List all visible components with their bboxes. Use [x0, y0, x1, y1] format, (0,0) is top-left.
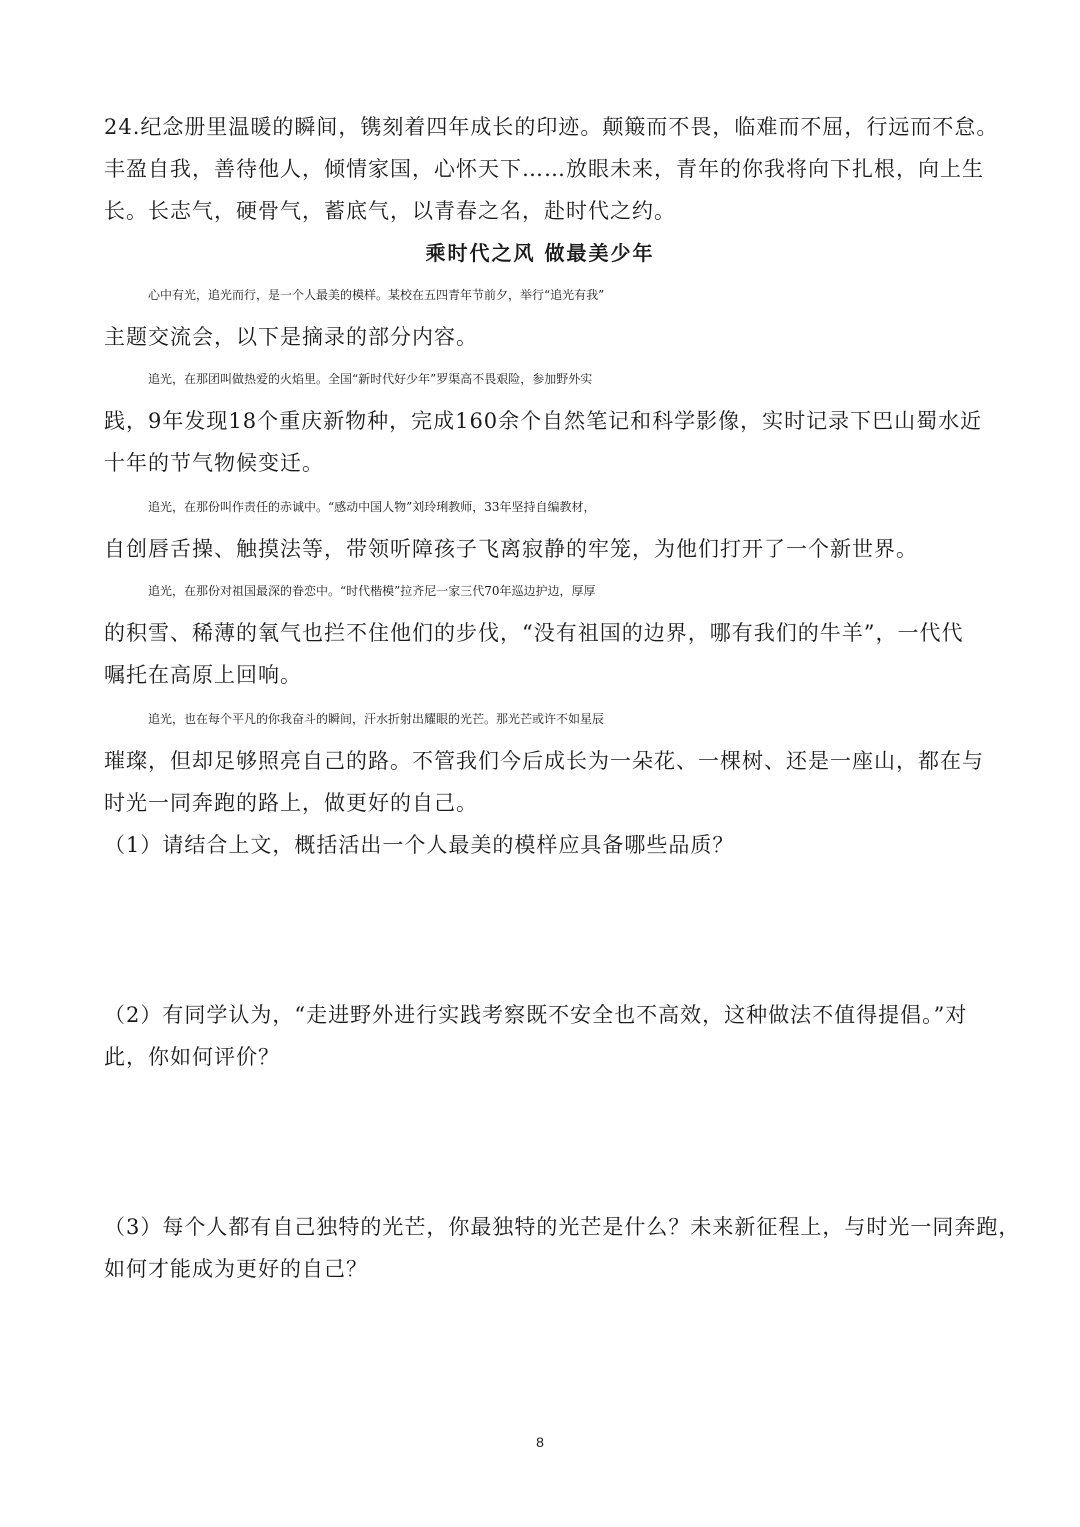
- passage-line: 追光，也在每个平凡的你我奋斗的瞬间，汗水折射出耀眼的光芒。那光芒或许不如星辰: [148, 712, 605, 726]
- intro-line: 24.纪念册里温暖的瞬间，镌刻着四年成长的印迹。颠簸而不畏，临难而不屈，行远而不怠。: [104, 115, 999, 139]
- passage-line: 十年的节气物候变迁。: [104, 451, 324, 475]
- sub-question-3: 如何才能成为更好的自己？: [104, 1257, 368, 1281]
- sub-question-3: （3）每个人都有自己独特的光芒，你最独特的光芒是什么？未来新征程上，与时光一同奔跑，: [104, 1215, 1021, 1239]
- intro-line: 长。长志气，硬骨气，蓄底气，以青春之名，赴时代之约。: [104, 199, 676, 223]
- passage-line: 嘱托在高原上回响。: [104, 663, 302, 687]
- sub-question-1: （1）请结合上文，概括活出一个人最美的模样应具备哪些品质？: [104, 833, 735, 857]
- passage-line: 的积雪、稀薄的氧气也拦不住他们的步伐，“没有祖国的边界，哪有我们的牛羊”，一代代: [104, 621, 964, 645]
- passage-line: 追光，在那份对祖国最深的眷恋中。“时代楷模”拉齐尼一家三代70年巡边护边，厚厚: [148, 584, 596, 598]
- passage-title: 乘时代之风 做最美少年: [425, 241, 655, 265]
- passage-line: 璀璨，但却足够照亮自己的路。不管我们今后成长为一朵花、一棵树、还是一座山，都在与: [104, 749, 984, 773]
- passage-line: 追光，在那团叫做热爱的火焰里。全国“新时代好少年”罗渠高不畏艰险，参加野外实: [148, 372, 593, 386]
- passage-line: 主题交流会，以下是摘录的部分内容。: [104, 325, 478, 349]
- sub-question-2: 此，你如何评价？: [104, 1045, 280, 1069]
- passage-line: 自创唇舌操、触摸法等，带领听障孩子飞离寂静的牢笼，为他们打开了一个新世界。: [104, 537, 918, 561]
- passage-line: 心中有光，追光而行，是一个人最美的模样。某校在五四青年节前夕，举行“追光有我”: [148, 288, 605, 302]
- passage-line: 时光一同奔跑的路上，做更好的自己。: [104, 791, 478, 815]
- passage-line: 践，9年发现18个重庆新物种，完成160余个自然笔记和科学影像，实时记录下巴山蜀水近: [104, 409, 983, 433]
- intro-line: 丰盈自我，善待他人，倾情家国，心怀天下……放眼未来，青年的你我将向下扎根，向上生: [104, 157, 984, 181]
- passage-line: 追光，在那份叫作责任的赤诚中。“感动中国人物”刘玲琍教师，33年坚持自编教材，: [148, 500, 596, 514]
- page-number: 8: [536, 1434, 544, 1450]
- sub-question-2: （2）有同学认为，“走进野外进行实践考察既不安全也不高效，这种做法不值得提倡。”对: [104, 1003, 968, 1027]
